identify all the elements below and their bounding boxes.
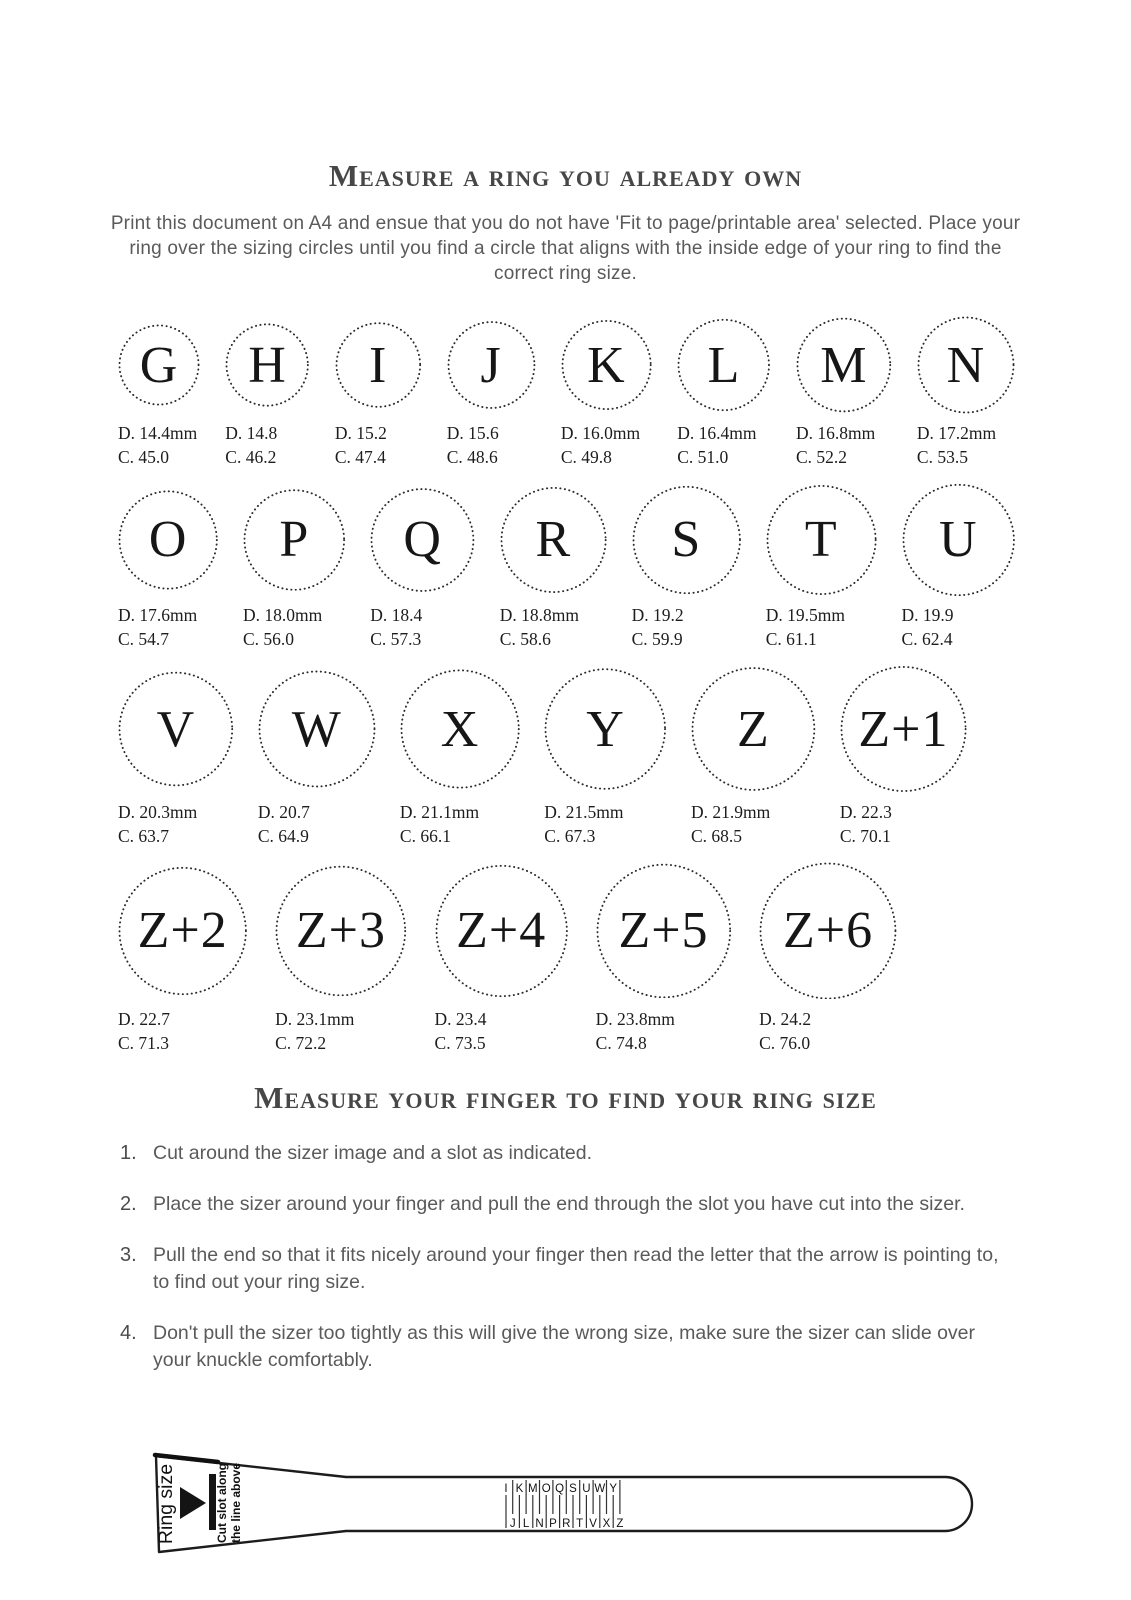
sizing-circle [118, 665, 234, 792]
instruction-item [120, 1191, 1000, 1218]
ring-size-cell [500, 483, 607, 650]
circumference-label: C. 68.5 [690, 825, 742, 846]
sizer-scale-letter: N [535, 1517, 544, 1530]
sizer-scale-letter: O [541, 1482, 551, 1495]
circumference-label: C. 66.1 [399, 825, 451, 846]
instruction-item [120, 1242, 1000, 1296]
ring-size-cell [243, 483, 346, 650]
ring-size-letter: O [148, 511, 188, 569]
instruction-number: 1. [120, 1141, 137, 1164]
circumference-label: C. 45.0 [118, 447, 170, 468]
ring-size-letter: Z+4 [456, 902, 547, 960]
sizing-circle [561, 316, 652, 414]
sizing-circle [447, 316, 536, 414]
sizing-circle [796, 316, 892, 414]
ring-size-letter: N [946, 336, 986, 394]
ring-size-letter: Z+1 [858, 700, 949, 758]
ring-size-cell [275, 862, 407, 1054]
diameter-label: D. 22.3 [839, 801, 892, 822]
circumference-label: C. 70.1 [839, 825, 891, 846]
diameter-label: D. 16.8mm [795, 423, 876, 444]
ring-size-row [118, 862, 897, 1054]
ring-size-letter: M [820, 336, 868, 394]
sizing-circle [258, 665, 376, 792]
ring-size-letter: W [291, 700, 342, 758]
ring-size-cell [544, 665, 667, 846]
ring-size-cell [370, 483, 475, 650]
sizing-circle [435, 862, 568, 1000]
ring-size-cell [435, 862, 568, 1054]
sizer-scale-letter: T [576, 1517, 584, 1530]
diameter-label: D. 15.2 [334, 423, 387, 444]
circumference-label: C. 48.6 [446, 447, 498, 468]
diameter-label: D. 19.9 [901, 605, 954, 626]
sizer-outline [156, 1456, 972, 1552]
ring-size-letter: Z+3 [295, 902, 386, 960]
ring-size-label: Ring size [155, 1463, 177, 1544]
sizing-circle [335, 316, 422, 414]
sizing-circle [544, 665, 667, 792]
circumference-label: C. 71.3 [118, 1032, 170, 1053]
ring-size-letter: Z [736, 700, 770, 758]
ring-size-cell [902, 483, 1015, 650]
ring-size-row [118, 483, 1015, 650]
diameter-label: D. 22.7 [118, 1008, 171, 1029]
ring-size-letter: P [279, 511, 310, 569]
circumference-label: C. 54.7 [118, 629, 170, 650]
instruction-text: Cut around the sizer image and a slot as indicated. [153, 1141, 593, 1164]
ring-size-letter: Z+2 [137, 902, 228, 960]
circumference-label: C. 61.1 [765, 629, 817, 650]
ring-size-cell [632, 483, 741, 650]
sizing-circle [225, 316, 309, 414]
sizing-circle [691, 665, 816, 792]
instruction-text: Don't pull the sizer too tightly as this will give the wrong size, make sure the sizer can slide over your knuckle comfortably. [153, 1321, 976, 1371]
diameter-label: D. 23.4 [434, 1008, 487, 1029]
sizer-scale-letter: L [522, 1517, 530, 1530]
diameter-label: D. 23.8mm [595, 1008, 675, 1029]
diameter-label: D. 21.9mm [690, 801, 771, 822]
ring-size-letter: U [938, 511, 978, 569]
ring-size-cell [447, 316, 536, 468]
circumference-label: C. 46.2 [225, 447, 277, 468]
ring-size-letter: I [369, 336, 388, 394]
sizer-scale-letter: W [594, 1482, 606, 1495]
circumference-label: C. 72.2 [275, 1032, 327, 1053]
sizer-scale-letter: J [509, 1517, 516, 1530]
diameter-label: D. 16.4mm [677, 423, 757, 444]
sizing-circle [275, 862, 407, 1000]
circumference-label: C. 74.8 [595, 1032, 647, 1053]
diameter-label: D. 14.8 [225, 423, 278, 444]
sizing-circle [500, 483, 607, 596]
sizer-scale-letter: P [549, 1517, 557, 1530]
circumference-label: C. 51.0 [677, 447, 729, 468]
diameter-label: D. 18.0mm [242, 605, 323, 626]
ring-size-cell [677, 316, 770, 468]
diameter-label: D. 20.3mm [118, 801, 198, 822]
circumference-label: C. 67.3 [544, 825, 596, 846]
ring-size-letter: T [804, 511, 838, 569]
instructions-list [120, 1140, 1000, 1374]
diameter-label: D. 15.6 [446, 423, 499, 444]
diameter-label: D. 19.5mm [765, 605, 845, 626]
sizing-circle [840, 665, 967, 792]
ring-size-letter: Y [586, 700, 625, 758]
ring-size-cell [840, 665, 967, 846]
ring-size-letter: H [248, 336, 287, 394]
diameter-label: D. 21.5mm [544, 801, 624, 822]
ring-size-cell [596, 862, 732, 1054]
ring-size-letter: R [535, 511, 572, 569]
section-title-measure-ring: Measure a ring you already own [328, 158, 803, 193]
circumference-label: C. 57.3 [370, 629, 422, 650]
sizing-circle [370, 483, 475, 596]
sizer-scale-letter: I [504, 1482, 508, 1495]
sizing-circle [400, 665, 520, 792]
ring-sizer-drawing [146, 1408, 1026, 1580]
circumference-label: C. 49.8 [560, 447, 612, 468]
ring-size-row [118, 665, 967, 846]
ring-size-letter: Z+5 [618, 902, 709, 960]
circumference-label: C. 47.4 [334, 447, 386, 468]
ring-size-cell [796, 316, 892, 468]
ring-size-letter: L [707, 336, 741, 394]
circumference-label: C. 58.6 [499, 629, 551, 650]
diameter-label: D. 21.1mm [399, 801, 480, 822]
circumference-label: C. 64.9 [257, 825, 309, 846]
ring-size-cell [118, 316, 200, 468]
circumference-label: C. 53.5 [916, 447, 968, 468]
sizing-circle [243, 483, 346, 596]
sizer-scale-letter: Y [609, 1482, 618, 1495]
ring-size-letter: X [440, 700, 480, 758]
instruction-text: Place the sizer around your finger and pull the end through the slot you have cut into the sizer. [153, 1192, 965, 1215]
ring-size-cell [691, 665, 816, 846]
ring-size-cell [335, 316, 422, 468]
ring-size-cell [561, 316, 652, 468]
sizing-circle [118, 316, 200, 414]
instruction-number: 3. [120, 1243, 137, 1266]
circumference-label: C. 63.7 [118, 825, 170, 846]
ring-size-cell [258, 665, 376, 846]
diameter-label: D. 18.8mm [499, 605, 580, 626]
instruction-number: 2. [120, 1192, 137, 1215]
circumference-label: C. 62.4 [901, 629, 953, 650]
ring-size-cell [917, 316, 1015, 468]
sizing-circle [917, 316, 1015, 414]
ring-size-cell [225, 316, 309, 468]
ring-sizer-cutout [146, 1408, 1131, 1585]
sizer-scale-letter: Q [555, 1482, 565, 1495]
instruction-number: 4. [120, 1321, 137, 1344]
sizing-circle [118, 483, 218, 596]
sizer-scale-letter: S [569, 1482, 577, 1495]
ring-size-letter: G [139, 336, 179, 394]
circumference-label: C. 56.0 [242, 629, 295, 650]
sizing-circle [118, 862, 247, 1000]
ring-size-letter: J [480, 336, 502, 394]
instruction-text: Pull the end so that it fits nicely around your finger then read the letter that the arrow is pointing to, to find out your ring size. [153, 1243, 999, 1293]
slot-note-line2: the line above [229, 1462, 243, 1543]
sizing-circle [759, 862, 897, 1000]
circumference-label: C. 59.9 [631, 629, 683, 650]
ring-size-cell [766, 483, 877, 650]
ring-size-letter: Q [403, 511, 442, 569]
sizing-circle [596, 862, 732, 1000]
ring-size-letter: V [156, 700, 196, 758]
slot-note-line1: Cut slot along [215, 1462, 229, 1543]
sizing-circle [902, 483, 1015, 596]
intro-paragraph: Print this document on A4 and ensue that you do not have 'Fit to page/printable area' selected. Place your ring over the sizing circles until you find a circle that aligns with the inside edge of your ring to find the correct ring size. [110, 213, 1021, 284]
ring-size-letter: S [671, 511, 702, 569]
sizing-circle [766, 483, 877, 596]
diameter-label: D. 19.2 [631, 605, 684, 626]
ring-size-cell [118, 483, 218, 650]
sizer-scale-letter: M [528, 1482, 538, 1495]
diameter-label: D. 14.4mm [118, 423, 198, 444]
sizer-scale-letter: Z [616, 1517, 624, 1530]
sizer-scale-letter: X [602, 1517, 611, 1530]
ring-size-letter: Z+6 [782, 902, 874, 960]
circumference-label: C. 76.0 [759, 1032, 811, 1053]
diameter-label: D. 23.1mm [275, 1008, 355, 1029]
circumference-label: C. 52.2 [795, 447, 847, 468]
ring-size-cell [118, 665, 234, 846]
ring-size-cell [759, 862, 897, 1054]
instruction-item [120, 1140, 1000, 1167]
sizing-circle [677, 316, 770, 414]
sizing-circles-grid [118, 316, 1131, 1054]
sizer-scale-letter: R [562, 1517, 571, 1530]
instruction-item [120, 1320, 1000, 1374]
ring-size-letter: K [587, 336, 626, 394]
sizer-scale-letter: U [582, 1482, 591, 1495]
diameter-label: D. 17.6mm [118, 605, 198, 626]
sizer-scale-letter: K [515, 1482, 524, 1495]
diameter-label: D. 24.2 [759, 1008, 812, 1029]
diameter-label: D. 16.0mm [560, 423, 641, 444]
section-title-measure-finger: Measure your finger to find your ring size [254, 1079, 877, 1115]
diameter-label: D. 17.2mm [916, 423, 997, 444]
diameter-label: D. 20.7 [257, 801, 310, 822]
sizer-scale-letter: V [589, 1517, 597, 1530]
ring-size-row [118, 316, 1015, 468]
diameter-label: D. 18.4 [370, 605, 423, 626]
ring-size-cell [400, 665, 520, 846]
ring-size-cell [118, 862, 247, 1054]
sizing-circle [632, 483, 741, 596]
circumference-label: C. 73.5 [434, 1032, 486, 1053]
